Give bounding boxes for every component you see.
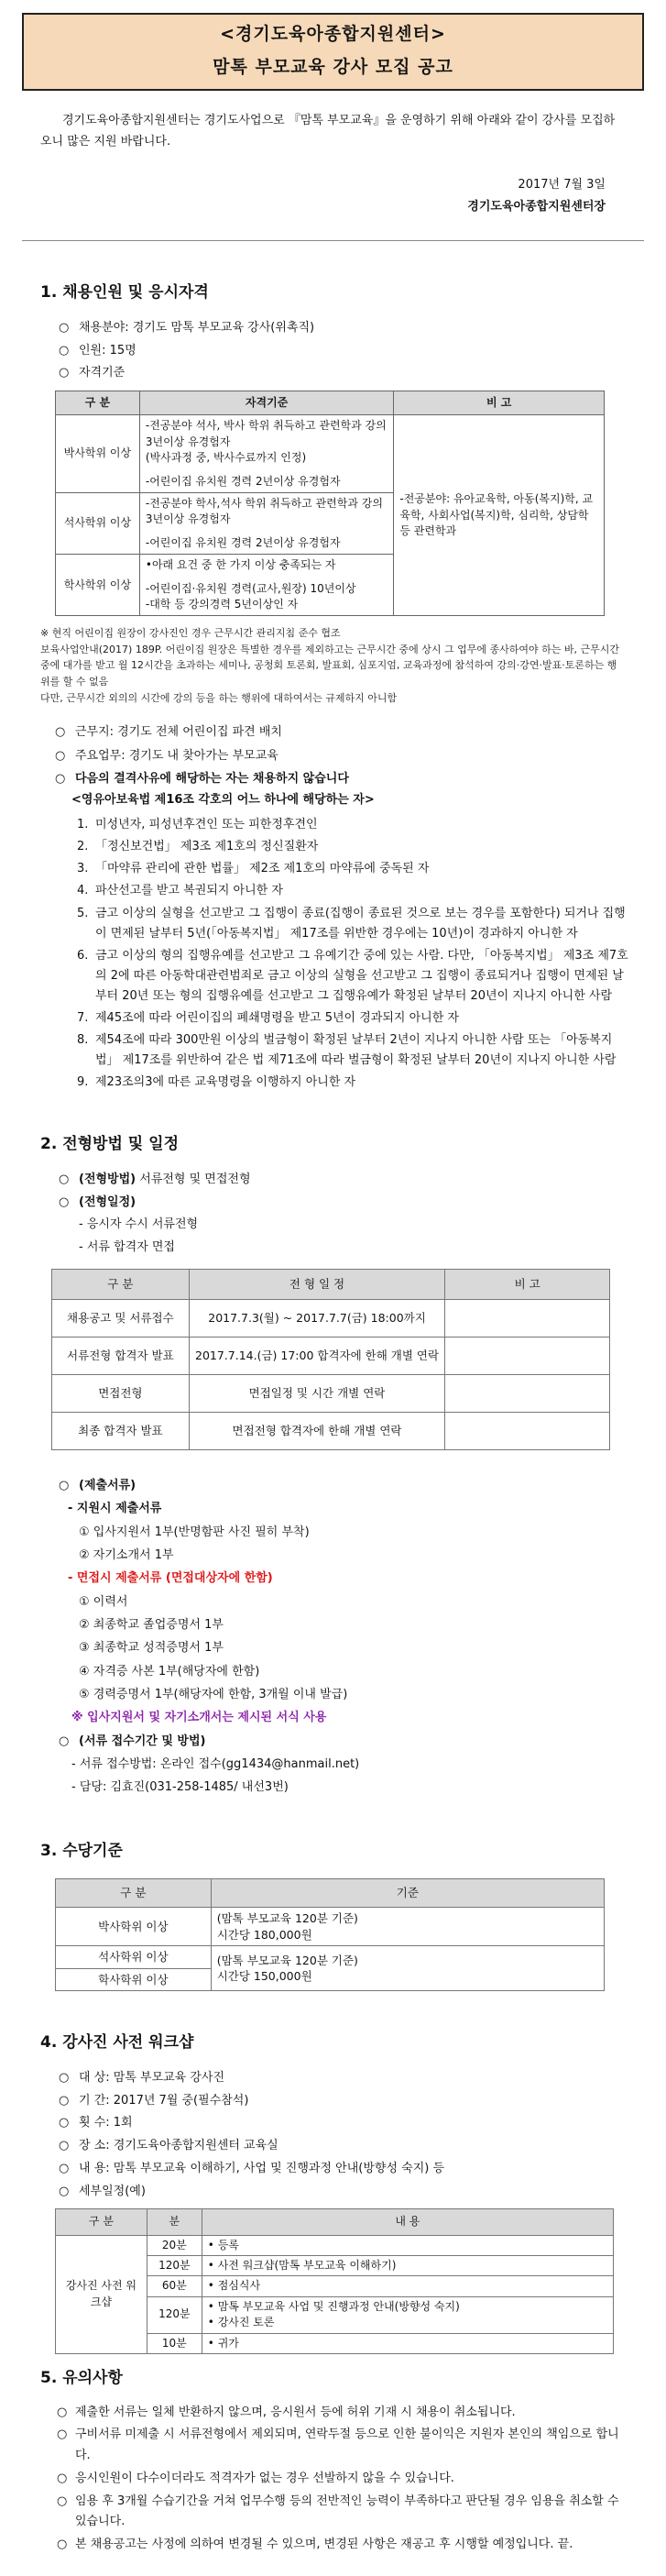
table-row — [52, 1337, 610, 1374]
section-2-bullets — [59, 1169, 666, 1260]
table-header: 자격기준 — [139, 391, 394, 414]
table-cell — [445, 1337, 610, 1374]
table-header: 내 용 — [202, 2209, 613, 2235]
table-header: 비 고 — [394, 391, 605, 414]
announcement-sender: 경기도육아종합지원센터장 — [467, 200, 606, 215]
qualification-table — [55, 391, 605, 616]
section-4-bullets — [59, 2067, 666, 2203]
section-1-subbullets — [55, 721, 666, 790]
table-cell-criteria: -전공분야 학사,석사 학위 취득하고 관련학과 강의 3년이상 유경험자 -어린이집 유치원 경력 2년이상 유경험자 — [139, 492, 394, 554]
document-page — [0, 13, 666, 2576]
table-cell: (맘톡 부모교육 120분 기준) 시간당 150,000원 — [211, 1946, 604, 1991]
intro-paragraph: 경기도육아종합지원센터는 경기도사업으로 『맘톡 부모교육』을 운영하기 위해 아래와 같이 강사를 모집하오니 많은 지원 바랍니다. — [40, 114, 616, 149]
list-item: ※ 입사지원서 및 자기소개서는 제시된 서식 사용 — [71, 1711, 327, 1725]
allowance-table — [55, 1878, 605, 1991]
list-item: ○ 자격기준 — [59, 366, 126, 380]
table-cell-criteria: -전공분야 석사, 박사 학위 취득하고 관련학과 강의 3년이상 유경험자 (박사과정 중, 박사수료까지 인정) -어린이집 유치원 경력 2년이상 유경험자 — [139, 415, 394, 493]
list-item: ④ 자격증 사본 1부(해당자에 한함) — [79, 1664, 260, 1679]
list-item: ○ 구비서류 미제출 시 서류전형에서 제외되며, 연락두절 등으로 인한 불이익은 지원자 본인의 책임으로 합니다. — [57, 2427, 619, 2463]
list-item: 2. 「정신보건법」 제3조 제1호의 정신질환자 — [77, 840, 319, 854]
list-item: ③ 최종학교 성적증명서 1부 — [79, 1641, 224, 1656]
section-2-title: 2. 전형방법 및 일정 — [40, 1135, 179, 1154]
list-item: ○ 채용분야: 경기도 맘톡 부모교육 강사(위촉직) — [59, 320, 315, 335]
table-header: 기준 — [211, 1879, 604, 1908]
table-cell: • 맘톡 부모교육 사업 및 진행과정 안내(방향성 숙지) • 강사진 토론 — [202, 2296, 613, 2333]
table-cell: 10분 — [147, 2333, 202, 2353]
table-header: 분 — [147, 2209, 202, 2235]
table-cell-category: 박사학위 이상 — [56, 1908, 212, 1946]
table-cell-category: 학사학위 이상 — [56, 1968, 212, 1991]
table-cell — [445, 1412, 610, 1449]
list-item: ○ 임용 후 3개월 수습기간을 거쳐 업무수행 등의 전반적인 능력이 부족하다고 판단될 경우 임용을 취소할 수 있습니다. — [57, 2493, 619, 2529]
list-item: ○ 근무지: 경기도 전체 어린이집 파견 배치 — [55, 725, 282, 740]
divider — [22, 240, 644, 241]
table-cell: 60분 — [147, 2276, 202, 2296]
table-header: 비 고 — [445, 1269, 610, 1299]
list-item: 9. 제23조의3에 따른 교육명령을 이행하지 아니한 자 — [77, 1075, 356, 1090]
list-item: ○ 주요업무: 경기도 내 찾아가는 부모교육 — [55, 748, 278, 763]
list-item: ⑤ 경력증명서 1부(해당자에 한함, 3개월 이내 발급) — [79, 1687, 348, 1701]
notes-block — [40, 625, 626, 706]
table-cell — [445, 1299, 610, 1337]
section-3-title: 3. 수당기준 — [40, 1841, 123, 1860]
table-cell-note: -전공분야: 유아교육학, 아동(복지)학, 교육학, 사회사업(복지)학, 심리학, 상담학 등 관련학과 — [394, 415, 605, 616]
list-item: - 서류 접수방법: 온라인 접수(gg1434@hanmail.net) — [71, 1756, 360, 1771]
disqualification-list — [77, 815, 631, 1093]
list-item: - 지원시 제출서류 — [68, 1502, 162, 1516]
list-item: ○ 제출한 서류는 일체 반환하지 않으며, 응시원서 등에 허위 기재 시 채용이 취소됩니다. — [57, 2405, 516, 2419]
table-cell: 20분 — [147, 2235, 202, 2255]
table-cell: • 등록 — [202, 2235, 613, 2255]
list-item: 5. 금고 이상의 실형을 선고받고 그 집행이 종료(집행이 종료된 것으로 보는 경우를 포함한다) 되거나 집행이 면제된 날부터 5년(「아동복지법」 제17조를 위반한 경우에는 10년)이 경과하지 아니한 자 — [77, 906, 626, 941]
workshop-table — [55, 2208, 614, 2354]
table-header: 구 분 — [56, 391, 140, 414]
list-item: 3. 「마약류 관리에 관한 법률」 제2조 제1호의 마약류에 중독된 자 — [77, 862, 430, 876]
table-header: 구 분 — [56, 1879, 212, 1908]
section-4-title: 4. 강사진 사전 워크샵 — [40, 2033, 194, 2053]
list-item: 8. 제54조에 따라 300만원 이상의 벌금형이 확정된 날부터 2년이 지나지 아니한 사람 또는 「아동복지법」 제17조를 위반하여 같은 법 제71조에 따라 벌금형이 확정된 날부터 20년이 지나지 아니한 사람 — [77, 1033, 617, 1068]
table-row — [52, 1299, 610, 1337]
disqualification-heading: <영유아보육법 제16조 각호의 어느 하나에 해당하는 자> — [71, 793, 375, 808]
note-line: 다만, 근무시간 외의의 시간에 강의 등을 하는 행위에 대하여서는 규제하지 아니함 — [40, 691, 398, 704]
section-5-title: 5. 유의사항 — [40, 2368, 123, 2387]
title-banner — [22, 13, 644, 91]
table-cell — [445, 1374, 610, 1412]
list-item: ○ 기 간: 2017년 7월 중(필수참석) — [59, 2093, 249, 2108]
table-cell: 채용공고 및 서류접수 — [52, 1299, 190, 1337]
list-item: - 면접시 제출서류 (면접대상자에 한함) — [68, 1571, 273, 1586]
list-item: 4. 파산선고를 받고 복권되지 아니한 자 — [77, 884, 283, 898]
list-item: - 응시자 수시 서류전형 — [79, 1217, 199, 1232]
table-cell: 최종 합격자 발표 — [52, 1412, 190, 1449]
table-cell: 서류전형 합격자 발표 — [52, 1337, 190, 1374]
table-cell-category: 강사진 사전 워크샵 — [56, 2235, 147, 2353]
list-item: ○ 횟 수: 1회 — [59, 2116, 133, 2130]
table-row — [56, 1946, 605, 1969]
list-item: ○ 본 채용공고는 사정에 의하여 변경될 수 있으며, 변경된 사항은 재공고 후 시행할 예정입니다. 끝. — [57, 2537, 573, 2552]
schedule-table — [51, 1269, 610, 1450]
list-item: ○ 응시인원이 다수이더라도 적격자가 없는 경우 선발하지 않을 수 있습니다. — [57, 2471, 454, 2485]
table-cell: • 사전 워크샵(맘톡 부모교육 이해하기) — [202, 2255, 613, 2275]
table-cell: • 점심식사 — [202, 2276, 613, 2296]
list-item: - 서류 합격자 면접 — [79, 1240, 175, 1255]
table-cell: 면접일정 및 시간 개별 연락 — [189, 1374, 445, 1412]
title-heading: 맘톡 부모교육 강사 모집 공고 — [24, 51, 642, 90]
table-cell-category: 석사학위 이상 — [56, 492, 140, 554]
table-cell-category: 석사학위 이상 — [56, 1946, 212, 1969]
table-header-row — [56, 391, 605, 414]
section-1-title: 1. 채용인원 및 응시자격 — [40, 283, 209, 303]
table-cell: (맘톡 부모교육 120분 기준) 시간당 180,000원 — [211, 1908, 604, 1946]
table-row — [56, 415, 605, 493]
title-organization: <경기도육아종합지원센터> — [24, 15, 642, 51]
list-item: 6. 금고 이상의 형의 집행유예를 선고받고 그 유예기간 중에 있는 사람. 다만, 「아동복지법」 제3조 제7호의 2에 따른 아동학대관련범죄로 금고 이상의 실형을 선고받고 그 집행이 종료되거나 집행이 면제된 날부터 20년 또는 형의 집행유예를 선고받고 그 집행유예가 확정된 날부터 20년이 지나지 아니한 사람 — [77, 948, 628, 1003]
documents-block — [59, 1474, 666, 1800]
list-item: ○ (전형방법) 서류전형 및 면접전형 — [59, 1172, 251, 1186]
table-cell: 면접전형 — [52, 1374, 190, 1412]
list-item: ② 자기소개서 1부 — [79, 1547, 174, 1562]
list-item: ○ 인원: 15명 — [59, 343, 136, 358]
list-item: ○ 대 상: 맘톡 부모교육 강사진 — [59, 2071, 225, 2086]
list-item: - 담당: 김효진(031-258-1485/ 내선3번) — [71, 1780, 289, 1795]
list-item: ○ (서류 접수기간 및 방법) — [59, 1734, 206, 1748]
table-row — [56, 2235, 614, 2255]
table-cell: 면접전형 합격자에 한해 개별 연락 — [189, 1412, 445, 1449]
list-item: ① 입사지원서 1부(반명함판 사진 필히 부착) — [79, 1525, 310, 1539]
table-header: 구 분 — [52, 1269, 190, 1299]
list-item: ② 최종학교 졸업증명서 1부 — [79, 1617, 224, 1632]
table-cell: 2017.7.3(월) ~ 2017.7.7(금) 18:00까지 — [189, 1299, 445, 1337]
cautions-list — [57, 2403, 631, 2556]
list-item: 7. 제45조에 따라 어린이집의 폐쇄명령을 받고 5년이 경과되지 아니한 자 — [77, 1010, 459, 1025]
announcement-date: 2017년 7월 3일 — [518, 177, 606, 192]
table-cell: 120분 — [147, 2296, 202, 2333]
table-header-row — [52, 1269, 610, 1299]
table-header: 전 형 일 정 — [189, 1269, 445, 1299]
table-header-row — [56, 1879, 605, 1908]
table-cell-category: 학사학위 이상 — [56, 555, 140, 616]
table-header-row — [56, 2209, 614, 2235]
table-cell: 120분 — [147, 2255, 202, 2275]
list-item: ○ 장 소: 경기도육아종합지원센터 교육실 — [59, 2139, 278, 2153]
table-header: 구 분 — [56, 2209, 147, 2235]
list-item: ○ (제출서류) — [59, 1478, 136, 1492]
list-item: ○ 내 용: 맘톡 부모교육 이해하기, 사업 및 진행과정 안내(방향성 숙지) 등 — [59, 2161, 445, 2175]
note-line: 보육사업안내(2017) 189P. 어린이집 원장은 특별한 경우를 제외하고는 근무시간 중에 상시 그 업무에 종사하여야 하는 바, 근무시간 중에 대가를 받고 월 12시간을 초과하는 세미나, 공청회 토론회, 발표회, 심포지엄, 교육과정에 참석하여 강의·강연·발표·토론하는 행위를 할 수 없음 — [40, 643, 619, 688]
list-item: ○ 다음의 결격사유에 해당하는 자는 채용하지 않습니다 — [55, 771, 349, 786]
section-1-bullets — [59, 317, 666, 385]
note-line: ※ 현직 어린이집 원장이 강사진인 경우 근무시간 관리지침 준수 협조 — [40, 627, 341, 640]
table-row — [52, 1374, 610, 1412]
list-item: ① 이력서 — [79, 1594, 128, 1609]
table-row — [56, 1908, 605, 1946]
table-cell-category: 박사학위 이상 — [56, 415, 140, 493]
list-item: 1. 미성년자, 피성년후견인 또는 피한정후견인 — [77, 818, 318, 832]
list-item: ○ (전형일정) — [59, 1194, 136, 1209]
list-item: ○ 세부일정(예) — [59, 2184, 146, 2198]
table-row — [52, 1412, 610, 1449]
table-cell-criteria: •아래 요건 중 한 가지 이상 충족되는 자 -어린이집·유치원 경력(교사,원장) 10년이상 -대학 등 강의경력 5년이상인 자 — [139, 555, 394, 616]
table-cell: 2017.7.14.(금) 17:00 합격자에 한해 개별 연락 — [189, 1337, 445, 1374]
table-cell: • 귀가 — [202, 2333, 613, 2353]
